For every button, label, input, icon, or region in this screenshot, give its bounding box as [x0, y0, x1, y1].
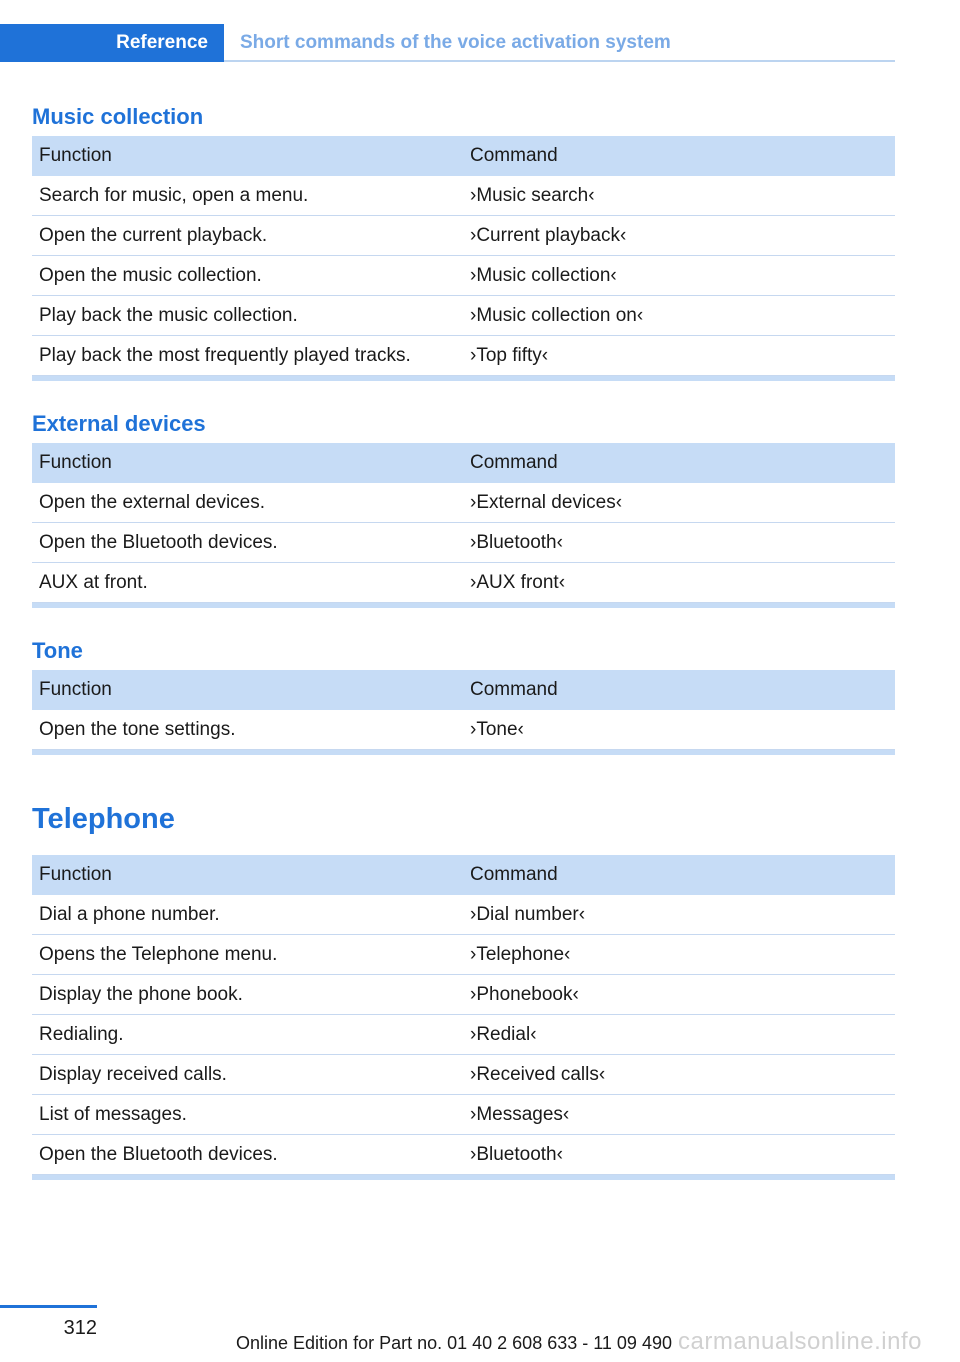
table-tone	[32, 670, 895, 755]
table-row	[32, 523, 895, 563]
command-cell: ›AUX front‹	[470, 572, 566, 593]
section-spacer	[32, 781, 895, 797]
function-cell: List of messages.	[39, 1104, 187, 1125]
column-header-function: Function	[39, 679, 112, 700]
watermark-text: carmanualsonline.info	[678, 1328, 922, 1355]
table-bottom-rule	[32, 603, 895, 608]
table-header-row	[32, 443, 895, 483]
function-cell: Opens the Telephone menu.	[39, 944, 278, 965]
header-divider	[224, 60, 895, 62]
function-cell: Display received calls.	[39, 1064, 227, 1085]
table-row	[32, 483, 895, 523]
command-cell: ›Top fifty‹	[470, 345, 549, 366]
table-row	[32, 176, 895, 216]
command-cell: ›Messages‹	[470, 1104, 570, 1125]
command-cell: ›Received calls‹	[470, 1064, 606, 1085]
function-cell: Play back the most frequently played tracks.	[39, 345, 411, 366]
section-title-music-collection: Music collection	[32, 104, 204, 129]
function-cell: Open the external devices.	[39, 492, 266, 513]
column-header-command: Command	[470, 864, 558, 885]
table-row	[32, 1055, 895, 1095]
footer-edition-text: Online Edition for Part no. 01 40 2 608 633 - 11 09 490	[236, 1333, 672, 1353]
table-row	[32, 935, 895, 975]
command-cell: ›Redial‹	[470, 1024, 537, 1045]
table-external-devices	[32, 443, 895, 608]
table-bottom-rule	[32, 376, 895, 381]
table-row	[32, 216, 895, 256]
function-cell: Open the Bluetooth devices.	[39, 1144, 278, 1165]
table-row	[32, 1135, 895, 1175]
command-cell: ›Music search‹	[470, 185, 595, 206]
table-header-row	[32, 855, 895, 895]
table-row	[32, 1015, 895, 1055]
table-row	[32, 296, 895, 336]
function-cell: Open the tone settings.	[39, 719, 236, 740]
table-bottom-rule	[32, 1175, 895, 1180]
function-cell: Dial a phone number.	[39, 904, 220, 925]
section-title-tone: Tone	[32, 638, 83, 663]
function-cell: Open the Bluetooth devices.	[39, 532, 278, 553]
table-row	[32, 975, 895, 1015]
function-cell: Search for music, open a menu.	[39, 185, 309, 206]
command-cell: ›Music collection‹	[470, 265, 617, 286]
header-chapter-title: Short commands of the voice activation system	[240, 32, 671, 53]
table-telephone	[32, 855, 895, 1180]
column-header-command: Command	[470, 145, 558, 166]
table-row	[32, 895, 895, 935]
command-cell: ›Telephone‹	[470, 944, 571, 965]
command-cell: ›External devices‹	[470, 492, 623, 513]
function-cell: Play back the music collection.	[39, 305, 298, 326]
header-section-tab: Reference	[0, 24, 224, 62]
function-cell: Open the music collection.	[39, 265, 262, 286]
command-cell: ›Phonebook‹	[470, 984, 579, 1005]
command-cell: ›Dial number‹	[470, 904, 586, 925]
table-row	[32, 256, 895, 296]
chapter-title-telephone: Telephone	[32, 803, 175, 835]
table-row	[32, 563, 895, 603]
page-content	[32, 100, 895, 1206]
table-music-collection	[32, 136, 895, 381]
command-cell: ›Bluetooth‹	[470, 532, 563, 553]
table-row	[32, 336, 895, 376]
function-cell: Display the phone book.	[39, 984, 243, 1005]
command-cell: ›Bluetooth‹	[470, 1144, 563, 1165]
command-cell: ›Tone‹	[470, 719, 524, 740]
function-cell: AUX at front.	[39, 572, 148, 593]
table-header-row	[32, 670, 895, 710]
function-cell: Redialing.	[39, 1024, 124, 1045]
table-header-row	[32, 136, 895, 176]
column-header-function: Function	[39, 145, 112, 166]
column-header-function: Function	[39, 864, 112, 885]
column-header-function: Function	[39, 452, 112, 473]
function-cell: Open the current playback.	[39, 225, 268, 246]
footer-divider	[0, 1305, 97, 1308]
page-header	[0, 24, 895, 62]
page-number: 312	[63, 1317, 97, 1339]
column-header-command: Command	[470, 679, 558, 700]
table-row	[32, 1095, 895, 1135]
column-header-command: Command	[470, 452, 558, 473]
command-cell: ›Music collection on‹	[470, 305, 644, 326]
section-title-external-devices: External devices	[32, 411, 206, 436]
table-row	[32, 710, 895, 750]
table-bottom-rule	[32, 750, 895, 755]
command-cell: ›Current playback‹	[470, 225, 627, 246]
